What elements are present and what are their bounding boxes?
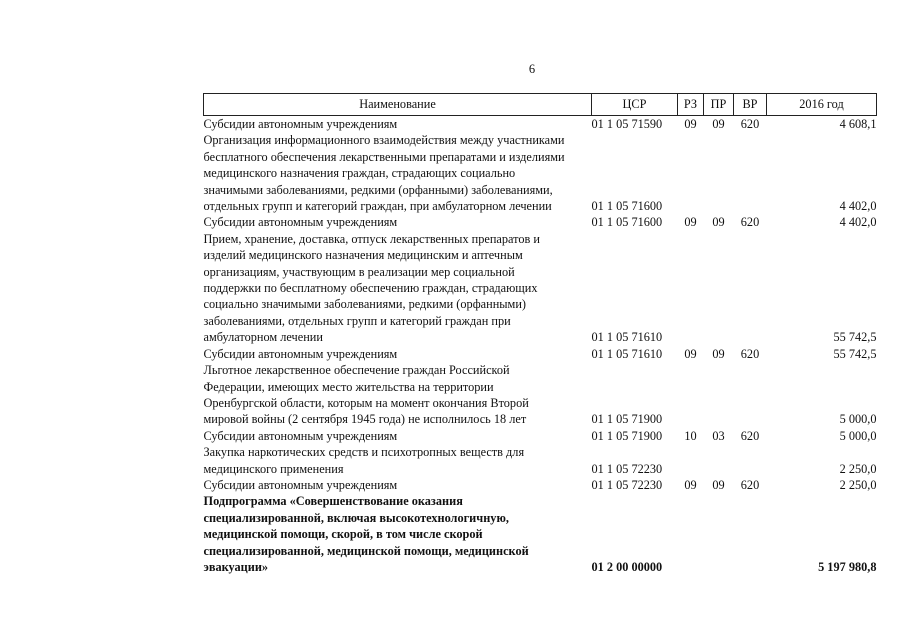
table-row xyxy=(204,477,877,493)
row-vr xyxy=(734,231,767,346)
row-vr xyxy=(734,493,767,575)
row-name-line: социально значимыми заболеваниями, редкими (орфанными) xyxy=(203,297,527,312)
row-sum: 2 250,0 xyxy=(839,477,877,492)
row-sum: 55 742,5 xyxy=(833,330,877,345)
row-name-line: медицинской помощи, скорой, в том числе скорой xyxy=(203,527,483,542)
table-row xyxy=(204,214,877,230)
row-name-line: Прием, хранение, доставка, отпуск лекарственных препаратов и xyxy=(203,231,541,246)
row-name xyxy=(204,214,592,230)
row-csr: 01 1 05 71610 xyxy=(591,346,663,361)
row-pr: 09 xyxy=(712,477,725,492)
row-vr xyxy=(734,132,767,214)
row-sum: 55 742,5 xyxy=(833,346,877,361)
row-name-line: поддержки по бесплатному обеспечению граждан, страдающих xyxy=(203,281,538,296)
row-rz: 09 xyxy=(684,346,697,361)
row-name-line: Льготное лекарственное обеспечение граждан Российской xyxy=(203,363,510,378)
table-row xyxy=(204,132,877,214)
row-name-line: медицинского назначения граждан, страдающих социально xyxy=(203,166,516,181)
row-name-line: Федерации, имеющих место жительства на территории xyxy=(203,379,494,394)
row-name-line: Субсидии автономным учреждениям xyxy=(203,477,398,492)
row-name xyxy=(204,346,592,362)
row-pr: 03 xyxy=(712,428,725,443)
row-csr: 01 1 05 71900 xyxy=(591,428,663,443)
column-header-pr: ПР xyxy=(704,94,734,116)
row-name-line: Субсидии автономным учреждениям xyxy=(203,215,398,230)
row-name-line: организациям, участвующим в реализации мер социальной xyxy=(203,264,515,279)
row-name xyxy=(204,444,592,477)
row-name xyxy=(204,362,592,428)
budget-table xyxy=(203,93,877,575)
row-name-line: Организация информационного взаимодействия между участниками xyxy=(203,133,565,148)
row-vr: 620 xyxy=(740,428,760,443)
row-name-line: бесплатного обеспечения лекарственными препаратами и изделиями xyxy=(203,149,565,164)
row-name xyxy=(204,231,592,346)
row-name-line: Субсидии автономным учреждениям xyxy=(203,117,398,131)
row-sum: 4 608,1 xyxy=(839,117,877,131)
row-rz: 09 xyxy=(684,117,697,131)
row-vr: 620 xyxy=(740,346,760,361)
row-name xyxy=(204,428,592,444)
row-name-line: отдельных групп и категорий граждан, при амбулаторном лечении xyxy=(203,199,552,214)
row-csr: 01 1 05 72230 xyxy=(591,477,663,492)
row-pr: 09 xyxy=(712,215,725,230)
row-vr: 620 xyxy=(740,117,760,131)
row-csr: 01 1 05 71900 xyxy=(591,412,663,427)
row-name xyxy=(204,132,592,214)
row-name-line: Субсидии автономным учреждениям xyxy=(203,428,398,443)
row-pr: 09 xyxy=(712,117,725,131)
row-name xyxy=(204,477,592,493)
row-vr: 620 xyxy=(740,477,760,492)
row-pr xyxy=(704,362,734,428)
table-body xyxy=(204,116,877,576)
row-name xyxy=(204,493,592,575)
table-row xyxy=(204,362,877,428)
row-sum: 5 000,0 xyxy=(839,412,877,427)
row-vr xyxy=(734,362,767,428)
row-pr xyxy=(704,231,734,346)
row-name-line: значимыми заболеваниями, редкими (орфанными) заболеваниями, xyxy=(203,182,553,197)
row-rz xyxy=(678,132,704,214)
table-row xyxy=(204,346,877,362)
row-vr xyxy=(734,444,767,477)
row-pr: 09 xyxy=(712,346,725,361)
row-pr xyxy=(704,132,734,214)
row-name-line: специализированной, включая высокотехнологичную, xyxy=(203,510,509,525)
table-row xyxy=(204,428,877,444)
column-header-vr: ВР xyxy=(734,94,767,116)
row-name-line: изделий медицинского назначения медицинским и аптечным xyxy=(203,248,523,263)
table-row xyxy=(204,493,877,575)
row-sum: 5 000,0 xyxy=(839,428,877,443)
row-csr: 01 1 05 71610 xyxy=(591,330,663,345)
row-name-line: Субсидии автономным учреждениям xyxy=(203,346,398,361)
column-header-year: 2016 год xyxy=(767,94,877,116)
row-csr: 01 1 05 71590 xyxy=(591,117,663,131)
row-name-line: Закупка наркотических средств и психотропных веществ для xyxy=(203,445,525,460)
column-header-name: Наименование xyxy=(204,94,592,116)
row-name-line: Оренбургской области, которым на момент окончания Второй xyxy=(203,395,529,410)
row-rz xyxy=(678,493,704,575)
table-row xyxy=(204,444,877,477)
row-sum: 4 402,0 xyxy=(839,199,877,214)
row-name-line: эвакуации» xyxy=(203,559,269,574)
row-pr xyxy=(704,444,734,477)
row-name-line: специализированной, медицинской помощи, медицинской xyxy=(203,543,529,558)
column-header-rz: РЗ xyxy=(678,94,704,116)
column-header-csr: ЦСР xyxy=(592,94,678,116)
row-csr: 01 1 05 71600 xyxy=(591,199,663,214)
page-number: 6 xyxy=(528,62,536,76)
row-pr xyxy=(704,493,734,575)
row-csr: 01 2 00 00000 xyxy=(591,559,663,574)
row-name-line: мировой войны (2 сентября 1945 года) не исполнилось 18 лет xyxy=(203,412,527,427)
row-name-line: заболеваниями, отдельных групп и категорий граждан при xyxy=(203,313,511,328)
row-name-line: амбулаторном лечении xyxy=(203,330,323,345)
row-rz xyxy=(678,231,704,346)
table-row xyxy=(204,116,877,133)
row-name xyxy=(204,116,592,133)
row-csr: 01 1 05 71600 xyxy=(591,215,663,230)
row-vr: 620 xyxy=(740,215,760,230)
row-name-line: Подпрограмма «Совершенствование оказания xyxy=(203,494,463,509)
row-rz: 09 xyxy=(684,215,697,230)
table-row xyxy=(204,231,877,346)
row-sum: 5 197 980,8 xyxy=(818,559,877,574)
row-csr: 01 1 05 72230 xyxy=(591,461,663,476)
row-rz xyxy=(678,362,704,428)
row-sum: 2 250,0 xyxy=(839,461,877,476)
row-sum: 4 402,0 xyxy=(839,215,877,230)
row-rz xyxy=(678,444,704,477)
row-rz: 10 xyxy=(684,428,697,443)
row-rz: 09 xyxy=(684,477,697,492)
row-name-line: медицинского применения xyxy=(203,461,344,476)
table-header-row xyxy=(204,94,877,116)
